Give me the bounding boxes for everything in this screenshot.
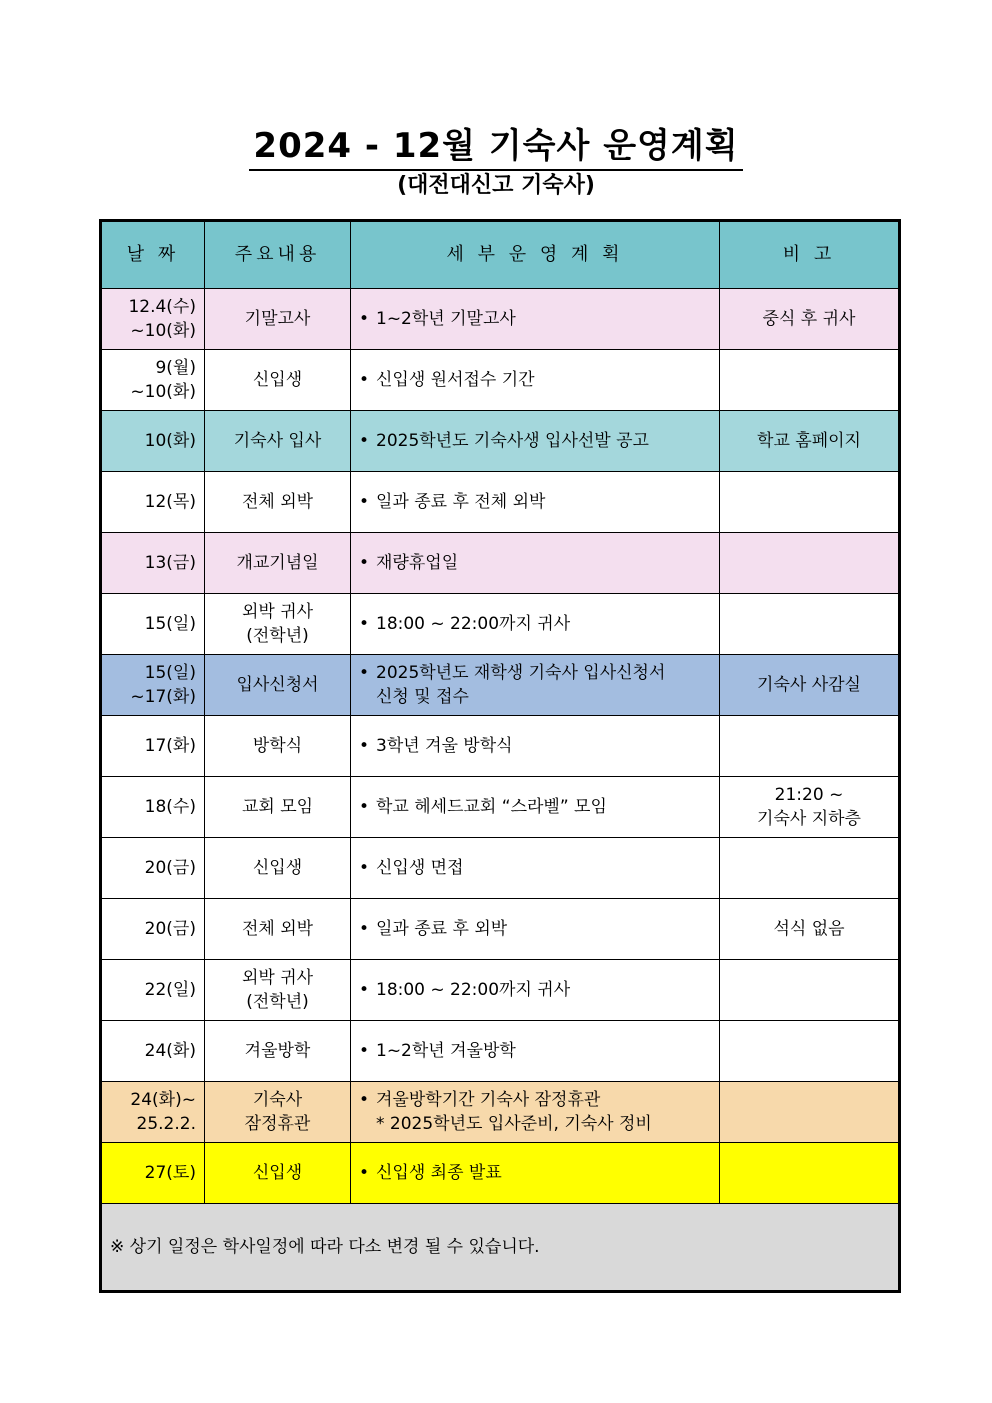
detail-cell [351, 777, 720, 838]
note-cell [720, 594, 900, 655]
detail-bullet-line [359, 490, 711, 514]
date-line: 12.4(수) [128, 297, 196, 317]
topic-line: (전학년) [246, 992, 309, 1012]
bullet-icon: • [359, 663, 370, 683]
topic-line: 개교기념일 [236, 553, 319, 573]
note-line: 중식 후 귀사 [762, 309, 856, 329]
table-row [101, 411, 900, 472]
detail-bullet-line [359, 1088, 711, 1112]
detail-bullet-line [359, 612, 711, 636]
date-cell [101, 472, 205, 533]
date-line: 9(월) [155, 358, 196, 378]
note-cell [720, 899, 900, 960]
date-line: 15(일) [144, 614, 196, 634]
note-cell [720, 777, 900, 838]
detail-cell [351, 594, 720, 655]
topic-line: 전체 외박 [241, 492, 314, 512]
detail-text: 18:00 ~ 22:00까지 귀사 [376, 980, 571, 1000]
date-line: 17(화) [144, 736, 196, 756]
date-line: 18(수) [144, 797, 196, 817]
table-header-row [101, 221, 900, 289]
detail-bullet-line [359, 917, 711, 941]
topic-line: 외박 귀사 [241, 968, 314, 988]
detail-text: 3학년 겨울 방학식 [376, 736, 513, 756]
detail-cell [351, 533, 720, 594]
date-cell [101, 899, 205, 960]
note-cell [720, 411, 900, 472]
date-cell [101, 594, 205, 655]
table-row [101, 472, 900, 533]
table-row [101, 777, 900, 838]
table-row [101, 838, 900, 899]
page-title: 2024 - 12월 기숙사 운영계획 [249, 118, 742, 171]
date-cell [101, 1143, 205, 1204]
detail-bullet-line [359, 307, 711, 331]
header-topic: 주요내용 [205, 221, 351, 289]
detail-cell [351, 838, 720, 899]
detail-text: 일과 종료 후 전체 외박 [376, 492, 546, 512]
note-line: 기숙사 사감실 [757, 675, 861, 695]
note-line: 석식 없음 [773, 919, 845, 939]
detail-cell [351, 1021, 720, 1082]
detail-bullet-line [359, 551, 711, 575]
topic-cell [205, 533, 351, 594]
topic-cell [205, 289, 351, 350]
detail-cell [351, 716, 720, 777]
bullet-icon: • [359, 980, 370, 1000]
table-row [101, 960, 900, 1021]
detail-cell [351, 1143, 720, 1204]
topic-cell [205, 594, 351, 655]
footer-note: ※ 상기 일정은 학사일정에 따라 다소 변경 될 수 있습니다. [101, 1204, 900, 1292]
detail-text: 1~2학년 겨울방학 [376, 1041, 516, 1061]
header-note: 비 고 [720, 221, 900, 289]
topic-line: 신입생 [252, 370, 303, 390]
date-cell [101, 1021, 205, 1082]
bullet-icon: • [359, 858, 370, 878]
detail-bullet-line [359, 661, 711, 685]
date-cell [101, 960, 205, 1021]
topic-line: 입사신청서 [236, 675, 319, 695]
table-row [101, 716, 900, 777]
topic-cell [205, 350, 351, 411]
detail-bullet-line [359, 1039, 711, 1063]
note-cell [720, 655, 900, 716]
table-row [101, 594, 900, 655]
page-subtitle: (대전대신고 기숙사) [397, 173, 595, 198]
detail-cell [351, 289, 720, 350]
topic-line: 기숙사 입사 [233, 431, 322, 451]
date-line: 12(목) [144, 492, 196, 512]
detail-text: 신입생 최종 발표 [376, 1163, 502, 1183]
topic-cell [205, 716, 351, 777]
detail-cell [351, 1082, 720, 1143]
topic-line: 겨울방학 [244, 1041, 311, 1061]
date-line: 22(일) [144, 980, 196, 1000]
bullet-icon: • [359, 1163, 370, 1183]
topic-line: 외박 귀사 [241, 602, 314, 622]
detail-text: 2025학년도 재학생 기숙사 입사신청서 [376, 663, 666, 683]
table-row [101, 533, 900, 594]
date-cell [101, 411, 205, 472]
topic-cell [205, 838, 351, 899]
date-line: 13(금) [144, 553, 196, 573]
detail-bullet-line [359, 795, 711, 819]
detail-bullet-line [359, 368, 711, 392]
date-line: 20(금) [144, 919, 196, 939]
date-line: 25.2.2. [136, 1114, 196, 1134]
table-row [101, 289, 900, 350]
topic-cell [205, 655, 351, 716]
date-line: 27(토) [144, 1163, 196, 1183]
topic-cell [205, 777, 351, 838]
note-cell [720, 716, 900, 777]
detail-text: 겨울방학기간 기숙사 잠정휴관 [376, 1090, 601, 1110]
detail-text: 재량휴업일 [376, 553, 459, 573]
note-cell [720, 472, 900, 533]
table-row [101, 655, 900, 716]
detail-text: 18:00 ~ 22:00까지 귀사 [376, 614, 571, 634]
note-cell [720, 960, 900, 1021]
bullet-icon: • [359, 431, 370, 451]
date-line: ~17(화) [130, 687, 196, 707]
header-detail: 세 부 운 영 계 획 [351, 221, 720, 289]
bullet-icon: • [359, 1090, 370, 1110]
date-cell [101, 533, 205, 594]
detail-bullet-line [359, 429, 711, 453]
topic-cell [205, 960, 351, 1021]
detail-text: 2025학년도 기숙사생 입사선발 공고 [376, 431, 649, 451]
topic-cell [205, 1021, 351, 1082]
detail-cell [351, 472, 720, 533]
note-cell [720, 838, 900, 899]
date-line: ~10(화) [130, 382, 196, 402]
detail-bullet-line [359, 856, 711, 880]
bullet-icon: • [359, 919, 370, 939]
bullet-icon: • [359, 370, 370, 390]
topic-cell [205, 411, 351, 472]
note-cell [720, 289, 900, 350]
bullet-icon: • [359, 1041, 370, 1061]
detail-bullet-line [359, 734, 711, 758]
schedule-table [99, 219, 901, 1293]
date-cell [101, 838, 205, 899]
bullet-icon: • [359, 614, 370, 634]
note-line: 기숙사 지하층 [757, 809, 861, 829]
topic-line: 신입생 [252, 858, 303, 878]
note-cell [720, 1082, 900, 1143]
date-cell [101, 1082, 205, 1143]
date-line: 15(일) [144, 663, 196, 683]
note-cell [720, 1021, 900, 1082]
date-line: ~10(화) [130, 321, 196, 341]
header-date: 날 짜 [101, 221, 205, 289]
note-cell [720, 350, 900, 411]
topic-line: 전체 외박 [241, 919, 314, 939]
bullet-icon: • [359, 492, 370, 512]
detail-bullet-line [359, 1161, 711, 1185]
table-row [101, 350, 900, 411]
bullet-icon: • [359, 553, 370, 573]
detail-continuation: 신청 및 접수 [376, 687, 469, 707]
table-row [101, 1082, 900, 1143]
topic-line: 신입생 [252, 1163, 303, 1183]
table-row [101, 1021, 900, 1082]
note-cell [720, 1143, 900, 1204]
note-line: 학교 홈페이지 [757, 431, 861, 451]
date-cell [101, 350, 205, 411]
detail-cell [351, 899, 720, 960]
date-cell [101, 716, 205, 777]
topic-cell [205, 899, 351, 960]
date-line: 20(금) [144, 858, 196, 878]
topic-line: 기숙사 [252, 1090, 303, 1110]
date-cell [101, 289, 205, 350]
topic-line: (전학년) [246, 626, 309, 646]
detail-text: 1~2학년 기말고사 [376, 309, 516, 329]
table-row [101, 899, 900, 960]
note-line: 21:20 ~ [774, 785, 844, 805]
topic-line: 잠정휴관 [244, 1114, 311, 1134]
note-cell [720, 533, 900, 594]
detail-cell [351, 411, 720, 472]
date-line: 10(화) [144, 431, 196, 451]
date-cell [101, 777, 205, 838]
topic-cell [205, 1082, 351, 1143]
date-line: 24(화)~ [130, 1090, 196, 1110]
detail-text: 일과 종료 후 외박 [376, 919, 508, 939]
topic-line: 기말고사 [244, 309, 311, 329]
detail-text: 학교 헤세드교회 “스라벨” 모임 [376, 797, 607, 817]
topic-cell [205, 472, 351, 533]
detail-cell [351, 350, 720, 411]
detail-cell [351, 960, 720, 1021]
topic-cell [205, 1143, 351, 1204]
topic-line: 교회 모임 [241, 797, 314, 817]
bullet-icon: • [359, 309, 370, 329]
detail-text: 신입생 원서접수 기간 [376, 370, 535, 390]
detail-bullet-line [359, 978, 711, 1002]
date-cell [101, 655, 205, 716]
detail-text: 신입생 면접 [376, 858, 464, 878]
detail-cell [351, 655, 720, 716]
bullet-icon: • [359, 797, 370, 817]
bullet-icon: • [359, 736, 370, 756]
date-line: 24(화) [144, 1041, 196, 1061]
detail-continuation: * 2025학년도 입사준비, 기숙사 정비 [376, 1114, 652, 1134]
table-row [101, 1143, 900, 1204]
page-title-wrap [0, 118, 992, 171]
topic-line: 방학식 [252, 736, 303, 756]
footer-row [101, 1204, 900, 1292]
